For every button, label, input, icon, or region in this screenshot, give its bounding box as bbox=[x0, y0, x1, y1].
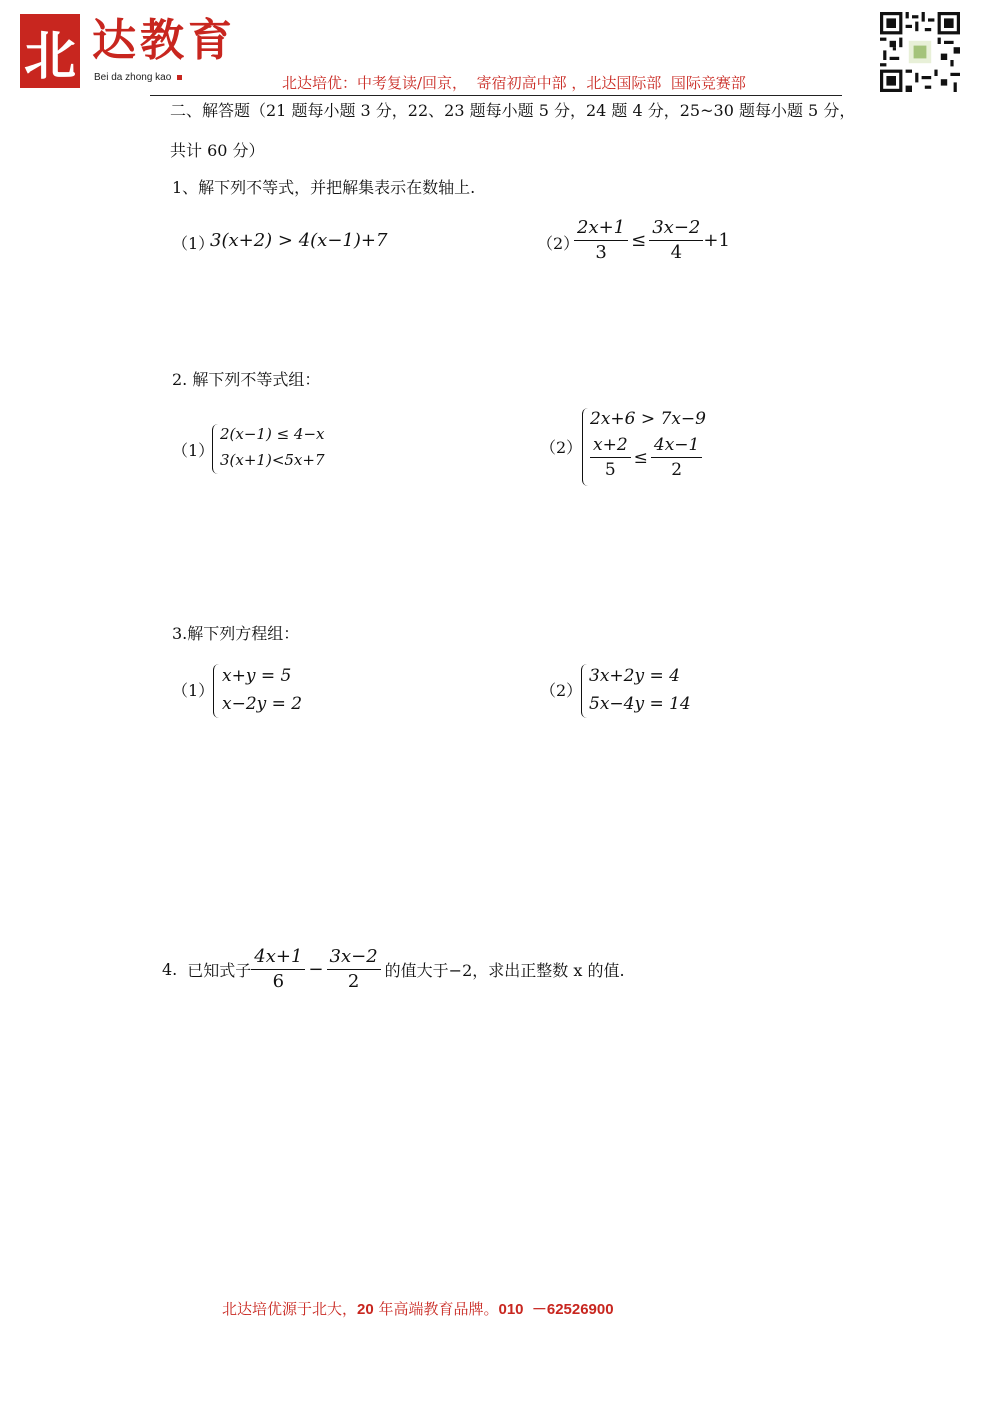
question-4-text-after: 的值大于−2，求出正整数 x 的值. bbox=[384, 961, 625, 980]
q3-part2-label: （2） bbox=[540, 681, 583, 700]
q3-part1-label: （1） bbox=[172, 681, 215, 700]
q1-part1-label: （1） bbox=[172, 234, 215, 253]
section-heading: 二、解答题（21 题每小题 3 分，22、23 题每小题 5 分，24 题 4 分，25~30 题每小题 5 分， bbox=[170, 101, 856, 120]
system-brace bbox=[212, 424, 219, 474]
fraction: $\frac{2x+1}{3}$ bbox=[574, 216, 628, 265]
qr-code-icon bbox=[880, 12, 960, 92]
fraction: $\frac{x+2}{5}$ bbox=[590, 433, 631, 482]
q1-part2-inequality: $\frac{2x+1}{3}$ ≤ $\frac{3x-2}{4}$ +1 bbox=[574, 216, 730, 265]
question-4: 4. 已知式子 $\frac{4x+1}{6}$ − $\frac{3x-2}{2}$ 的值大于−2，求出正整数 x 的值. bbox=[162, 946, 625, 992]
fraction: $\frac{4x+1}{6}$ bbox=[251, 945, 305, 994]
header-slogan: 北达培优：中考复读/回京， 寄宿初高中部 ，北达国际部 国际竞赛部 bbox=[282, 74, 746, 92]
system-brace bbox=[213, 664, 220, 718]
fraction: $\frac{4x-1}{2}$ bbox=[651, 433, 702, 482]
header-divider bbox=[150, 95, 842, 96]
q1-part1-expression: 3(x+2) > 4(x−1)+7 bbox=[210, 230, 388, 251]
question-2-prompt: 2. 解下列不等式组： bbox=[172, 370, 321, 389]
system-brace bbox=[582, 408, 589, 486]
logo-wordmark: 达教育 bbox=[92, 15, 236, 66]
question-4-text-before: 已知式子 bbox=[187, 961, 252, 980]
q2-part1-system: 2(x−1) ≤ 4−x 3(x+1)<5x+7 bbox=[220, 425, 325, 469]
q3-part2-system: 3x+2y = 4 5x−4y = 14 bbox=[589, 666, 691, 714]
logo-subtitle: Bei da zhong kao bbox=[94, 72, 182, 83]
q1-part2-label: （2） bbox=[537, 234, 580, 253]
fraction: $\frac{3x-2}{4}$ bbox=[649, 216, 703, 265]
question-1-prompt: 1、解下列不等式，并把解集表示在数轴上. bbox=[172, 178, 476, 197]
fraction: $\frac{3x-2}{2}$ bbox=[327, 945, 381, 994]
logo-mark: 北 bbox=[20, 14, 80, 88]
question-3-prompt: 3.解下列方程组： bbox=[172, 624, 300, 643]
question-4-number: 4. bbox=[162, 960, 178, 979]
brand-logo bbox=[20, 10, 282, 92]
q1-part1-inequality bbox=[210, 230, 387, 251]
section-heading-total: 共计 60 分） bbox=[170, 141, 265, 160]
q2-part2-system: 2x+6 > 7x−9 $\frac{x+2}{5}$ ≤ $\frac{4x-1}{2}$ bbox=[590, 409, 706, 480]
q3-part1-system: x+y = 5 x−2y = 2 bbox=[222, 666, 303, 714]
q2-part2-label: （2） bbox=[540, 438, 583, 457]
system-brace bbox=[581, 664, 588, 718]
footer-slogan: 北达培优源于北大，20 年高端教育品牌。010 －62526900 bbox=[222, 1300, 614, 1318]
q2-part1-label: （1） bbox=[172, 441, 215, 460]
